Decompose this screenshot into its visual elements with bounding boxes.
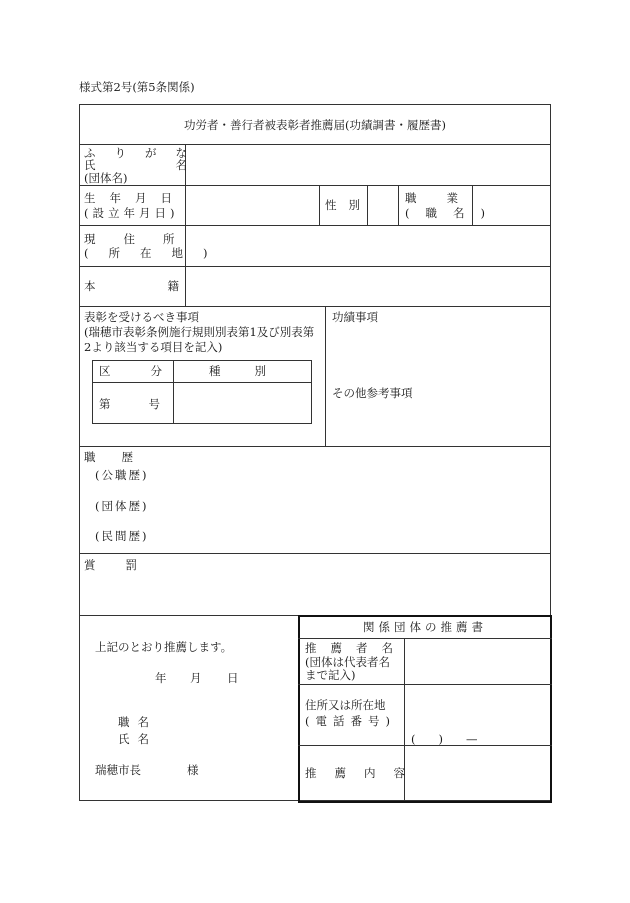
award-col-category: 区分: [99, 364, 202, 378]
award-note-line2: 2より該当する項目を記入): [84, 340, 223, 354]
related-org-phone-format: ( ) —: [411, 732, 478, 746]
label-furigana: ふりがな: [84, 146, 206, 160]
cell-divider: [319, 185, 320, 225]
related-org-divider: [298, 684, 552, 685]
related-org-title: 関係団体の推薦書: [363, 620, 487, 634]
label-birthdate: 生年月日: [84, 191, 186, 205]
related-org-address-label: 住所又は所在地: [305, 698, 386, 712]
label-gender: 性別: [325, 198, 372, 212]
award-table-divider: [92, 382, 312, 383]
recommend-statement: 上記のとおり推薦します。: [95, 640, 233, 654]
career-private: (民間歴): [95, 529, 149, 543]
career-heading: 職歴: [84, 450, 159, 464]
row-divider: [79, 225, 551, 226]
label-occupation: 職業: [405, 191, 488, 205]
recommend-date-day: 日: [227, 671, 239, 685]
form-title: 功労者・善行者被表彰者推薦届(功績調書・履歴書): [184, 118, 446, 132]
label-name-text: 氏名: [84, 158, 267, 172]
award-merit-divider: [325, 306, 326, 446]
merit-other: その他参考事項: [332, 386, 413, 400]
award-col-type: 種別: [209, 364, 300, 378]
award-col-number: 第号: [99, 397, 198, 411]
related-org-recommender: 推薦者名: [305, 641, 407, 655]
label-address: 現住所: [84, 232, 203, 246]
recommend-honorific: 様: [187, 763, 199, 777]
row-divider: [79, 553, 551, 554]
recommend-date-month: 月: [190, 671, 202, 685]
related-org-recommender-note2: まで記入): [305, 668, 356, 682]
row-divider: [79, 615, 298, 616]
career-public: (公職歴): [95, 468, 149, 482]
cell-divider: [398, 185, 399, 225]
recommend-title-label: 職名: [118, 715, 157, 729]
label-established: (設立年月日): [84, 206, 179, 220]
award-heading: 表彰を受けるべき事項: [84, 310, 199, 324]
career-group: (団体歴): [95, 499, 149, 513]
related-org-divider: [298, 638, 552, 639]
label-occupation-sub: (職名): [405, 206, 501, 220]
label-honseki: 本籍: [84, 279, 251, 293]
merit-heading: 功績事項: [332, 310, 378, 324]
related-org-content-label: 推薦内容: [305, 766, 423, 780]
recommend-name-label: 氏名: [118, 732, 157, 746]
row-divider: [79, 185, 551, 186]
row-divider: [79, 266, 551, 267]
label-group-name: (団体名): [84, 171, 128, 185]
row-divider: [79, 306, 551, 307]
recommend-addressee: 瑞穂市長: [95, 763, 141, 777]
award-note-line1: (瑞穂市表彰条例施行規則別表第1及び別表第: [84, 325, 315, 339]
related-org-recommender-note1: (団体は代表者名: [305, 655, 390, 669]
row-divider: [79, 446, 551, 447]
related-org-phone-label: (電話番号): [305, 714, 396, 728]
form-number: 様式第2号(第5条関係): [79, 80, 195, 94]
awards-penalties-label: 賞罰: [84, 558, 167, 572]
recommend-date-year: 年: [155, 671, 167, 685]
label-location: (所在地): [84, 246, 228, 260]
row-divider: [79, 144, 551, 145]
